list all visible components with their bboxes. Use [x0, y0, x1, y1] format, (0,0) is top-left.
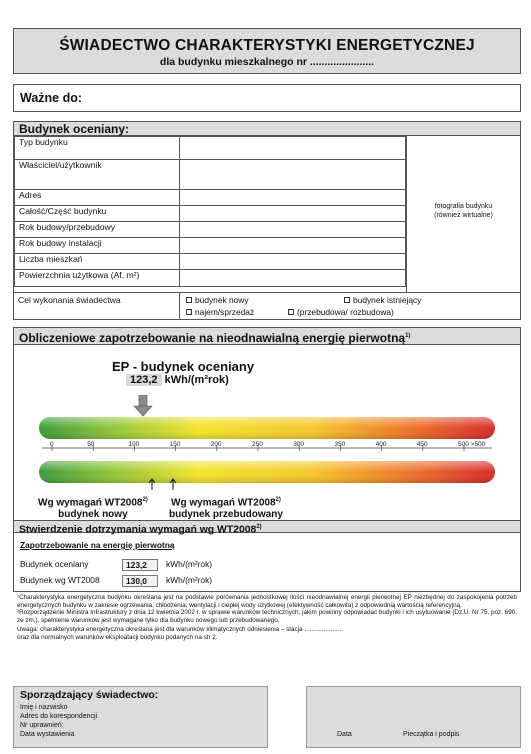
result-unit: kWh/(m²rok) — [166, 559, 213, 569]
row-value-build-year[interactable] — [180, 222, 406, 238]
row-label-owner: Właściciel/użytkownik — [15, 160, 180, 190]
row-label-type: Typ budynku — [15, 137, 180, 160]
result-value: 123,2 — [122, 559, 158, 571]
scale-bar-top-shine — [39, 417, 495, 439]
issuer-address: Adres do korespondencji — [20, 713, 98, 720]
row-value-area[interactable] — [180, 270, 406, 287]
scale-bar-bottom-shine — [39, 461, 495, 483]
footnote-2: ²Rozporządzenie Ministra Infrastruktury z dnia 12 kwietnia 2002 r. w sprawie warunków technicznych, jakim powinny odpowiadać budynki i ich usytuowanie (Dz.U. Nr 75, poz. 690, ze zm.), spełnienie warunków jest wymagane tylko dla budynku nowego lub przebudowanego. — [17, 609, 517, 624]
scale-tick-label: 50 — [87, 441, 95, 448]
energy-demand-section — [13, 327, 521, 592]
scale-tick-label: 150 — [169, 441, 181, 448]
building-photo-placeholder — [406, 136, 520, 292]
row-label-build-year: Rok budowy/przebudowy — [15, 222, 180, 238]
issuer-section — [13, 686, 268, 748]
footnote-ref: 2) — [142, 497, 148, 503]
option-label: najem/sprzedaż — [195, 307, 255, 317]
wt2008-new-line1: Wg wymagań WT2008 — [38, 497, 143, 509]
issuer-license: Nr uprawnień: — [20, 722, 64, 729]
option-label: (przebudowa/ rozbudowa) — [297, 307, 394, 317]
valid-until-label: Ważne do: — [20, 91, 83, 105]
wt2008-new-line2: budynek nowy — [58, 509, 128, 521]
energy-scale — [38, 416, 498, 491]
wt2008-rebuilt-line1: Wg wymagań WT2008 — [171, 497, 276, 509]
footnote-1: ¹Charakterystyka energetyczna budynku określana jest na podstawie porównania jednostkowej ilości nieodnawialnej energii pierwotnej EP niezbędnej do zaspokojenia potrzeb energetycznych budynku w zakresie ogrzewania, chłodzenia, wentylacji i ciepłej wody użytkowej (efektywność całkowita) z odpowiednią wartością referencyjną. — [17, 594, 517, 609]
purpose-row — [14, 292, 520, 319]
compliance-heading-text: Stwierdzenie dotrzymania wymagań wg WT2008 — [19, 524, 257, 536]
scale-tick-label: 200 — [210, 441, 222, 448]
row-label-flats: Liczba mieszkań — [15, 254, 180, 270]
certificate-header — [13, 28, 521, 74]
scale-tick-label: 400 — [375, 441, 387, 448]
scale-ticks — [50, 441, 486, 451]
issuer-title: Sporządzający świadectwo: — [20, 689, 159, 701]
option-new-building[interactable] — [186, 295, 249, 305]
ep-value-line — [126, 374, 229, 386]
row-value-type[interactable] — [180, 137, 406, 160]
valid-until-field[interactable] — [13, 84, 521, 112]
row-label-address: Adres — [15, 190, 180, 206]
result-label: Budynek wg WT2008 — [20, 575, 100, 585]
result-value: 130,0 — [122, 575, 158, 587]
result-label: Budynek oceniany — [20, 559, 89, 569]
checkbox-icon[interactable] — [344, 297, 350, 303]
building-info-table — [14, 136, 406, 287]
footnote-ref: 2) — [256, 524, 262, 530]
arrow-up-icon — [147, 478, 157, 490]
option-existing-building[interactable] — [344, 295, 421, 305]
ep-value: 123,2 — [126, 374, 162, 386]
building-section-heading: Budynek oceniany: — [14, 122, 520, 136]
footnotes — [17, 594, 517, 642]
option-label: budynek nowy — [195, 295, 249, 305]
option-rent-sale[interactable] — [186, 307, 254, 317]
primary-energy-subtitle: Zapotrzebowanie na energię pierwotną — [20, 540, 175, 550]
date-label: Data — [337, 731, 352, 738]
arrow-up-icon — [168, 478, 178, 490]
signature-section — [306, 686, 521, 748]
row-value-install-year[interactable] — [180, 238, 406, 254]
compliance-heading — [14, 520, 520, 536]
energy-demand-heading — [14, 328, 520, 345]
result-unit: kWh/(m²rok) — [166, 575, 213, 585]
row-label-area: Powierzchnia użytkowa (Af, m²) — [15, 270, 180, 287]
note-climate: Uwaga: charakterystyka energetyczna określana jest dla warunków klimatycznych odniesienia – stacja ...................... — [17, 626, 343, 634]
building-section — [13, 121, 521, 320]
certificate-title: ŚWIADECTWO CHARAKTERYSTYKI ENERGETYCZNEJ — [59, 37, 475, 54]
result-row-wt2008 — [20, 575, 213, 586]
arrow-down-icon — [133, 395, 153, 417]
certificate-subtitle: dla budynku mieszkalnego nr ...................... — [159, 56, 375, 68]
purpose-label: Cel wykonania świadectwa — [18, 295, 121, 305]
stamp-signature-label: Pieczątka i podpis — [403, 731, 460, 738]
row-value-flats[interactable] — [180, 254, 406, 270]
scale-tick-label: 100 — [128, 441, 140, 448]
checkbox-icon[interactable] — [186, 309, 192, 315]
scale-tick-label: 250 — [252, 441, 263, 448]
footnote-ref: 2) — [275, 497, 281, 503]
result-row-evaluated — [20, 559, 213, 570]
row-label-install-year: Rok budowy instalacji — [15, 238, 180, 254]
option-label: budynek istniejący — [353, 295, 422, 305]
scale-tick-label: 450 — [416, 441, 428, 448]
wt2008-new-label — [38, 494, 148, 521]
footnote-ref: 1) — [405, 333, 411, 339]
purpose-divider — [179, 293, 180, 320]
scale-tick-label: 350 — [334, 441, 346, 448]
ep-unit: kWh/(m²rok) — [164, 374, 229, 386]
scale-tick-label: 500 >500 — [458, 441, 486, 448]
note-conditions: oraz dla normalnych warunków eksploatacji budynku podanych na str 2. — [17, 633, 218, 641]
ep-label: EP - budynek oceniany — [112, 359, 255, 374]
checkbox-icon[interactable] — [186, 297, 192, 303]
energy-demand-heading-text: Obliczeniowe zapotrzebowanie na nieodnawialną energię pierwotną — [19, 331, 406, 345]
row-value-whole-part[interactable] — [180, 206, 406, 222]
issuer-date: Data wystawienia — [20, 731, 75, 738]
checkbox-icon[interactable] — [288, 309, 294, 315]
wt2008-rebuilt-line2: budynek przebudowany — [169, 509, 283, 521]
row-value-owner[interactable] — [180, 160, 406, 190]
option-rebuild[interactable] — [288, 307, 394, 317]
scale-tick-label: 0 — [50, 441, 54, 448]
issuer-name: Imię i nazwisko — [20, 704, 68, 711]
row-value-address[interactable] — [180, 190, 406, 206]
row-label-whole-part: Całość/Część budynku — [15, 206, 180, 222]
scale-tick-label: 300 — [293, 441, 305, 448]
photo-label: fotografia budynku (również wirtualne) — [434, 203, 493, 219]
wt2008-rebuilt-label — [169, 494, 283, 521]
